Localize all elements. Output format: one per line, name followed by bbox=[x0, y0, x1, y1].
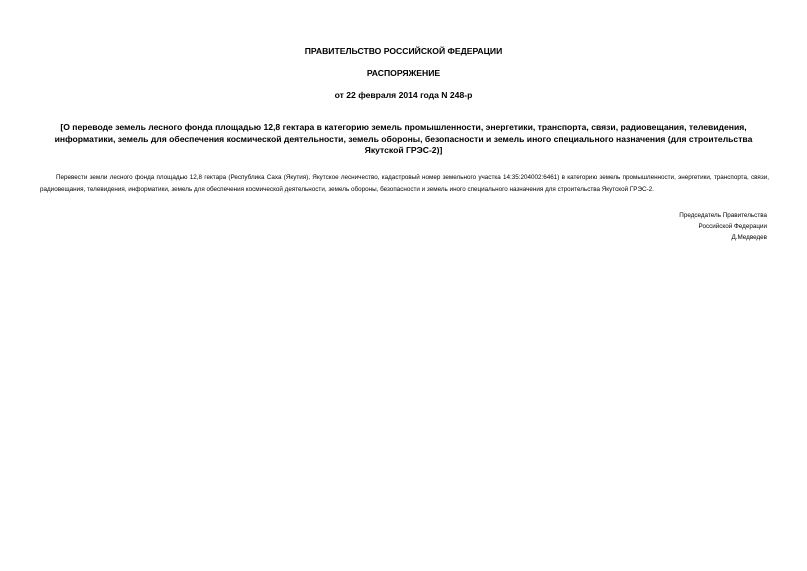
document-body: Перевести земли лесного фонда площадью 12,8 гектара (Республика Саха (Якутия), Якутское лесничество, кадастровый номер земельного участка 14:35:204002:6461) в категорию земель промышленности, энергетики, транспорта, связи, радиовещания, телевидения, информатики, земель для обеспечения космической деятельности, земель обороны, безопасности и земель иного специального назначения для строительства Якутской ГРЭС-2. bbox=[40, 174, 769, 193]
signature-name: Д.Медведев bbox=[731, 234, 767, 242]
issuer-title: ПРАВИТЕЛЬСТВО РОССИЙСКОЙ ФЕДЕРАЦИИ bbox=[304, 46, 503, 56]
document-date-number: от 22 февраля 2014 года N 248-р bbox=[334, 90, 473, 100]
document-title: [О переводе земель лесного фонда площадью 12,8 гектара в категорию земель промышленности, энергетики, транспорта, связи, радиовещания, телевидения, информатики, земель для обеспечения космической деятельности, земель обороны, безопасности и земель иного специального назначения (для строительства Якутской ГРЭС-2)] bbox=[54, 122, 753, 155]
signature-position-line1: Председатель Правительства bbox=[679, 212, 767, 219]
signature-block bbox=[679, 210, 767, 244]
signature-position-line2: Российской Федерации bbox=[698, 223, 767, 231]
document-type: РАСПОРЯЖЕНИЕ bbox=[366, 68, 441, 78]
